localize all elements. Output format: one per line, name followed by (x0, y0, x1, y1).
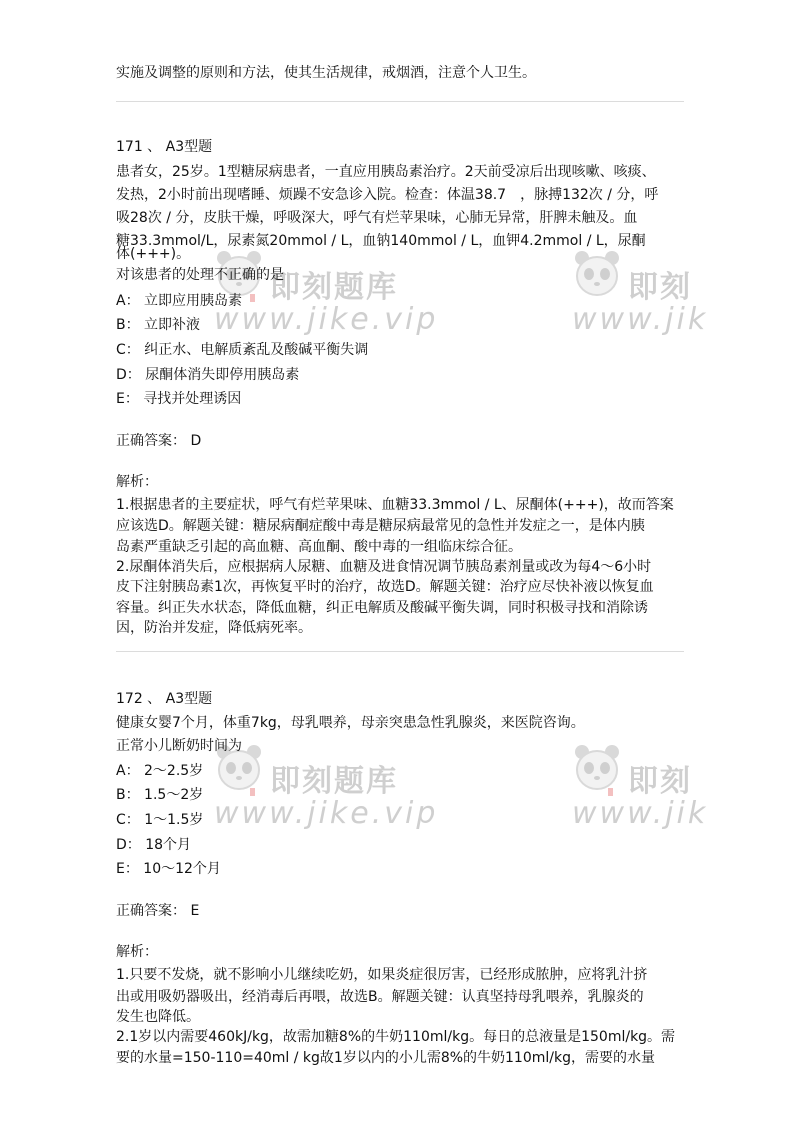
watermark-url-partial: www.jik (572, 796, 709, 831)
analysis-line: 2.尿酮体消失后，应根据病人尿糖、血糖及进食情况调节胰岛素剂量或改为每4～6小时 (116, 559, 652, 575)
analysis-line: 1.根据患者的主要症状，呼气有烂苹果味、血糖33.3mmol / L、尿酮体(+++)，故而答案 (116, 497, 674, 513)
divider (116, 101, 684, 102)
question-stem-line: 发热，2小时前出现嗜睡、烦躁不安急诊入院。检查：体温38.7 ，脉搏132次 / 分，呼 (116, 187, 659, 203)
analysis-line: 2.1岁以内需要460kJ/kg，故需加糖8%的牛奶110ml/kg。每日的总液量是150ml/kg。需 (116, 1029, 676, 1045)
analysis-title: 解析： (116, 944, 158, 960)
watermark-brand-partial: 即刻 (628, 764, 692, 799)
watermark-brand: 即刻题库 (270, 764, 398, 799)
panda-watermark-icon (572, 248, 622, 304)
analysis-line: 皮下注射胰岛素1次，再恢复平时的治疗，故选D。解题关键：治疗应尽快补液以恢复血 (116, 579, 654, 595)
watermark-brand-partial: 即刻 (628, 270, 692, 305)
watermark-url: www.jike.vip (214, 796, 439, 831)
option-c: C： 1～1.5岁 (116, 812, 204, 828)
watermark-brand: 即刻题库 (270, 270, 398, 305)
question-prompt: 对该患者的处理不正确的是 (116, 267, 284, 283)
option-b: B： 1.5～2岁 (116, 787, 204, 803)
analysis-line: 发生也降低。 (116, 1009, 200, 1025)
analysis-line: 要的水量=150-110=40ml / kg故1岁以内的小儿需8%的牛奶110ml/kg，需要的水量 (116, 1050, 655, 1066)
option-e: E： 10～12个月 (116, 861, 221, 877)
question-prompt: 正常小儿断奶时间为 (116, 738, 242, 754)
option-d: D： 18个月 (116, 837, 192, 853)
analysis-title: 解析： (116, 474, 158, 490)
option-e: E： 寻找并处理诱因 (116, 391, 242, 407)
panda-watermark-icon (572, 742, 622, 798)
option-d: D： 尿酮体消失即停用胰岛素 (116, 367, 300, 383)
intro-line: 实施及调整的原则和方法，使其生活规律，戒烟酒，注意个人卫生。 (116, 65, 536, 81)
correct-answer: 正确答案： D (116, 433, 202, 449)
analysis-line: 出或用吸奶器吸出，经消毒后再喂，故选B。解题关键：认真坚持母乳喂养，乳腺炎的 (116, 989, 644, 1005)
question-stem-line: 健康女婴7个月，体重7kg，母乳喂养，母亲突患急性乳腺炎，来医院咨询。 (116, 715, 585, 731)
analysis-line: 应该选D。解题关键：糖尿病酮症酸中毒是糖尿病最常见的急性并发症之一，是体内胰 (116, 518, 645, 534)
analysis-line: 1.只要不发烧，就不影响小儿继续吃奶，如果炎症很厉害，已经形成脓肿，应将乳汁挤 (116, 967, 648, 983)
watermark-url-partial: www.jik (572, 302, 709, 337)
option-a: A： 立即应用胰岛素 (116, 293, 243, 309)
question-stem-line: 患者女，25岁。1型糖尿病患者，一直应用胰岛素治疗。2天前受凉后出现咳嗽、咳痰、 (116, 164, 656, 180)
option-a: A： 2～2.5岁 (116, 763, 204, 779)
analysis-line: 因，防治并发症，降低病死率。 (116, 620, 312, 636)
divider (116, 651, 684, 652)
question-header: 172 、 A3型题 (116, 691, 213, 707)
option-b: B： 立即补液 (116, 317, 201, 333)
correct-answer: 正确答案： E (116, 903, 200, 919)
analysis-line: 容量。纠正失水状态，降低血糖，纠正电解质及酸碱平衡失调，同时积极寻找和消除诱 (116, 600, 648, 616)
question-stem-line: 吸28次 / 分，皮肤干燥，呼吸深大，呼气有烂苹果味，心肺无异常，肝脾未触及。血 (116, 210, 638, 226)
watermark-url: www.jike.vip (214, 302, 439, 337)
question-header: 171 、 A3型题 (116, 139, 213, 155)
option-c: C： 纠正水、电解质紊乱及酸碱平衡失调 (116, 342, 369, 358)
question-stem-line: 糖33.3mmol/L，尿素氮20mmol / L，血钠140mmol / L，血钾4.2mmol / L，尿酮 (116, 233, 646, 249)
analysis-line: 岛素严重缺乏引起的高血糖、高血酮、酸中毒的一组临床综合征。 (116, 539, 522, 555)
question-stem-line: 体(+++)。 (116, 246, 191, 262)
